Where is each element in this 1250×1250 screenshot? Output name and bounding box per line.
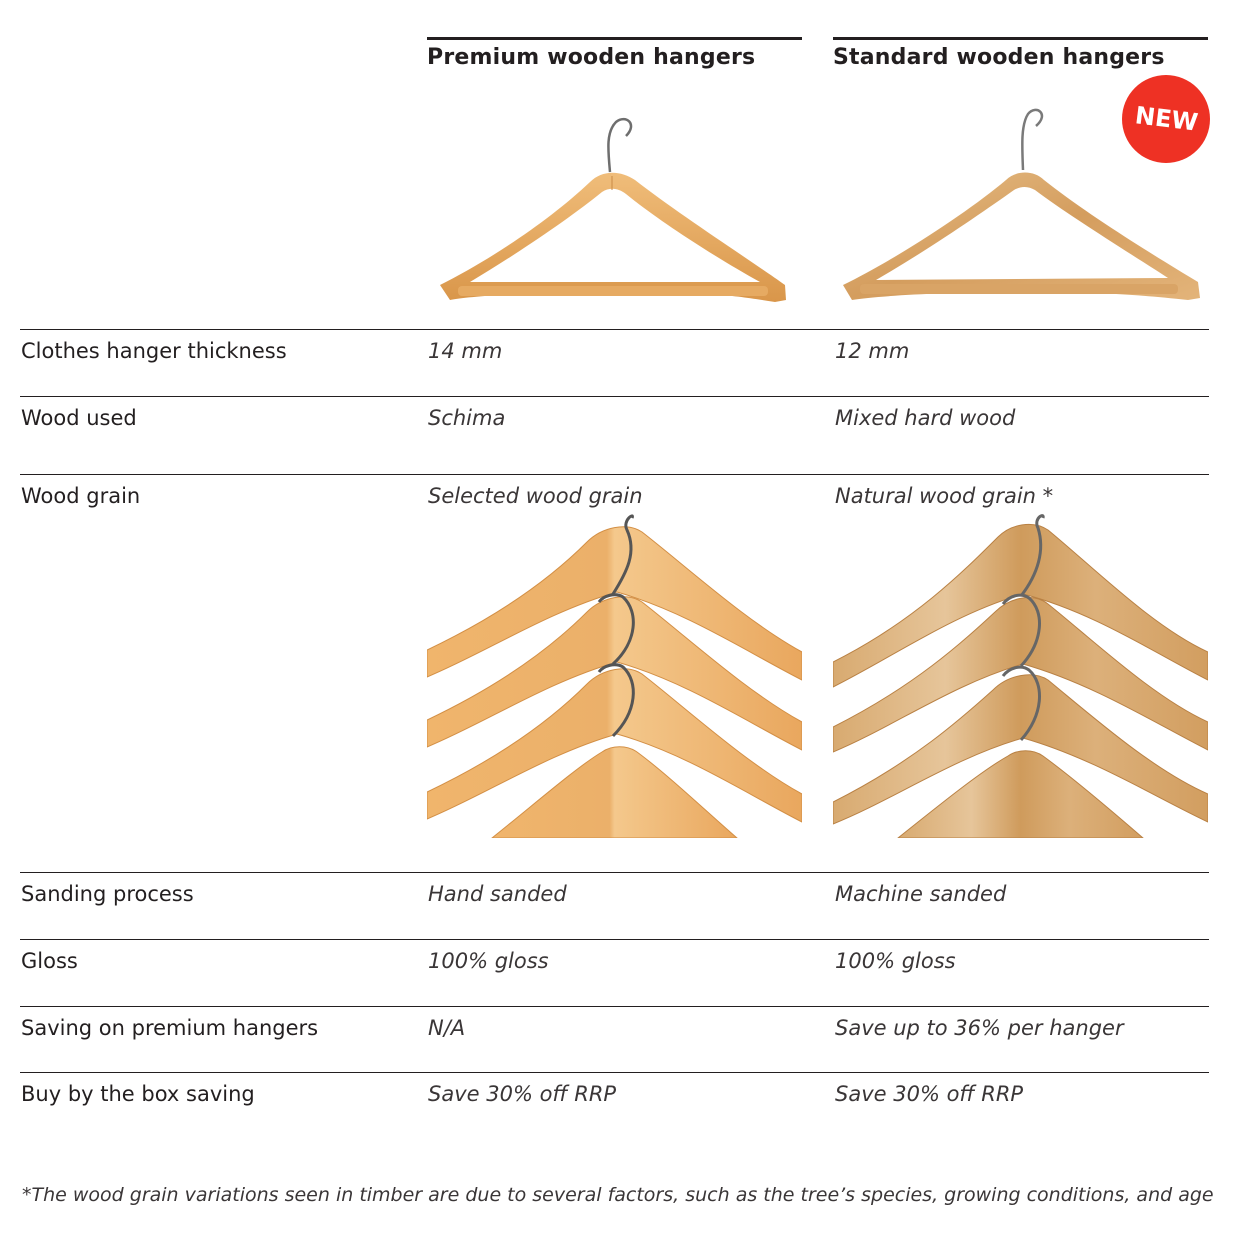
standard-wood-grain-image xyxy=(833,512,1208,838)
standard-gloss-value: 100% gloss xyxy=(835,949,956,973)
standard-sanding-value: Machine sanded xyxy=(835,882,1007,906)
premium-wood-used-value: Schima xyxy=(428,406,506,430)
row-divider xyxy=(20,396,1209,397)
row-label-saving: Saving on premium hangers xyxy=(21,1016,319,1040)
row-label-thickness: Clothes hanger thickness xyxy=(21,339,287,363)
standard-box-saving-value: Save 30% off RRP xyxy=(835,1082,1024,1106)
row-divider xyxy=(20,1072,1209,1073)
row-divider xyxy=(20,474,1209,475)
standard-wood-used-value: Mixed hard wood xyxy=(835,406,1016,430)
row-label-wood-grain: Wood grain xyxy=(21,484,141,508)
premium-saving-value: N/A xyxy=(428,1016,466,1040)
row-divider xyxy=(20,872,1209,873)
premium-gloss-value: 100% gloss xyxy=(428,949,549,973)
premium-column-header xyxy=(427,37,802,70)
row-divider xyxy=(20,939,1209,940)
new-badge-label: NEW xyxy=(1133,101,1199,137)
premium-wood-grain-image xyxy=(427,512,802,838)
premium-box-saving-value: Save 30% off RRP xyxy=(428,1082,617,1106)
row-label-wood-used: Wood used xyxy=(21,406,137,430)
row-label-sanding: Sanding process xyxy=(21,882,194,906)
row-label-box-saving: Buy by the box saving xyxy=(21,1082,255,1106)
standard-wood-grain-value: Natural wood grain * xyxy=(835,484,1054,508)
standard-column-title: Standard wooden hangers xyxy=(833,45,1165,70)
standard-thickness-value: 12 mm xyxy=(835,339,910,363)
footnote: *The wood grain variations seen in timber are due to several factors, such as the tree’s species, growing conditions, and age xyxy=(22,1184,1214,1206)
standard-column-header xyxy=(833,37,1208,70)
standard-hanger-image xyxy=(838,100,1208,305)
row-label-gloss: Gloss xyxy=(21,949,78,973)
row-divider xyxy=(20,1006,1209,1007)
premium-wood-grain-value: Selected wood grain xyxy=(428,484,643,508)
premium-sanding-value: Hand sanded xyxy=(428,882,567,906)
premium-column-title: Premium wooden hangers xyxy=(427,45,756,70)
standard-saving-value: Save up to 36% per hanger xyxy=(835,1016,1124,1040)
row-divider xyxy=(20,329,1209,330)
premium-thickness-value: 14 mm xyxy=(428,339,503,363)
premium-hanger-image xyxy=(430,110,800,310)
